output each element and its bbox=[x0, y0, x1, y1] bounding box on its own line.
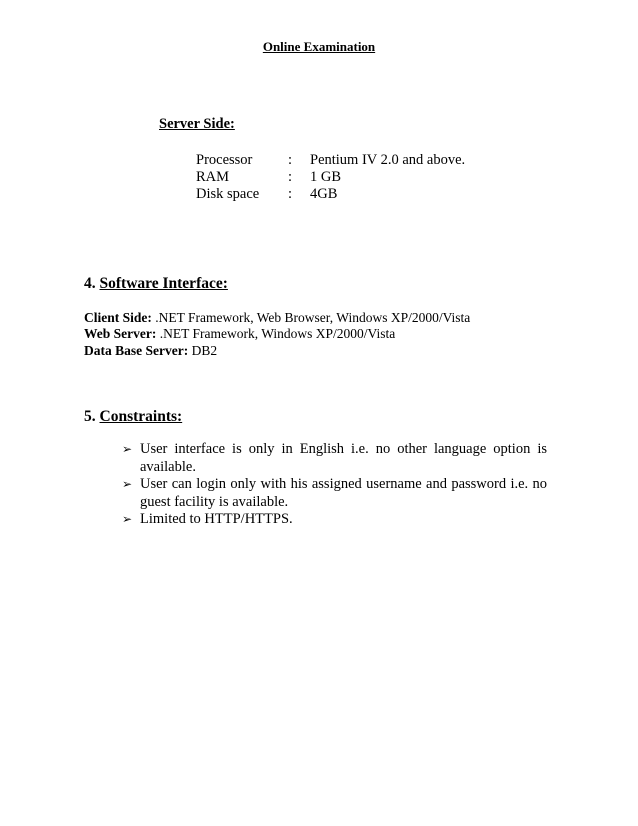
section-title: Constraints: bbox=[99, 408, 183, 425]
spec-value: 1 GB bbox=[310, 169, 342, 185]
section-number: 4. bbox=[84, 275, 96, 292]
interface-value: DB2 bbox=[191, 343, 218, 358]
spec-separator: : bbox=[288, 152, 293, 168]
interface-key: Client Side: bbox=[84, 310, 152, 325]
interface-value: .NET Framework, Web Browser, Windows XP/2000/Vista bbox=[155, 310, 471, 325]
arrowhead-bullet-icon: ➢ bbox=[122, 477, 133, 491]
interface-key: Web Server: bbox=[84, 326, 157, 341]
arrowhead-bullet-icon: ➢ bbox=[122, 512, 133, 526]
client-side-line bbox=[84, 309, 470, 326]
constraint-text: User can login only with his assigned username and password i.e. no guest facility is available. bbox=[140, 476, 547, 510]
constraint-text: User interface is only in English i.e. no other language option is available. bbox=[140, 441, 547, 475]
server-side-heading: Server Side: bbox=[159, 116, 235, 132]
constraints-heading bbox=[84, 408, 182, 426]
interface-key: Data Base Server: bbox=[84, 343, 189, 358]
section-number: 5. bbox=[84, 408, 96, 425]
list-item bbox=[122, 511, 547, 529]
constraint-text: Limited to HTTP/HTTPS. bbox=[140, 511, 293, 527]
spec-label: Disk space bbox=[196, 186, 260, 202]
web-server-line bbox=[84, 325, 395, 342]
arrowhead-bullet-icon: ➢ bbox=[122, 442, 133, 456]
spec-separator: : bbox=[288, 186, 293, 202]
constraints-list bbox=[122, 441, 547, 529]
spec-value: Pentium IV 2.0 and above. bbox=[310, 152, 466, 168]
spec-label: Processor bbox=[196, 152, 253, 168]
interface-value: .NET Framework, Windows XP/2000/Vista bbox=[159, 326, 396, 341]
spec-label: RAM bbox=[196, 169, 230, 185]
software-interface-heading bbox=[84, 275, 228, 293]
list-item bbox=[122, 441, 547, 476]
database-server-line bbox=[84, 342, 217, 359]
spec-value: 4GB bbox=[310, 186, 338, 202]
section-title: Software Interface: bbox=[99, 275, 228, 292]
spec-separator: : bbox=[288, 169, 293, 185]
page-title: Online Examination bbox=[262, 39, 376, 54]
list-item bbox=[122, 476, 547, 511]
